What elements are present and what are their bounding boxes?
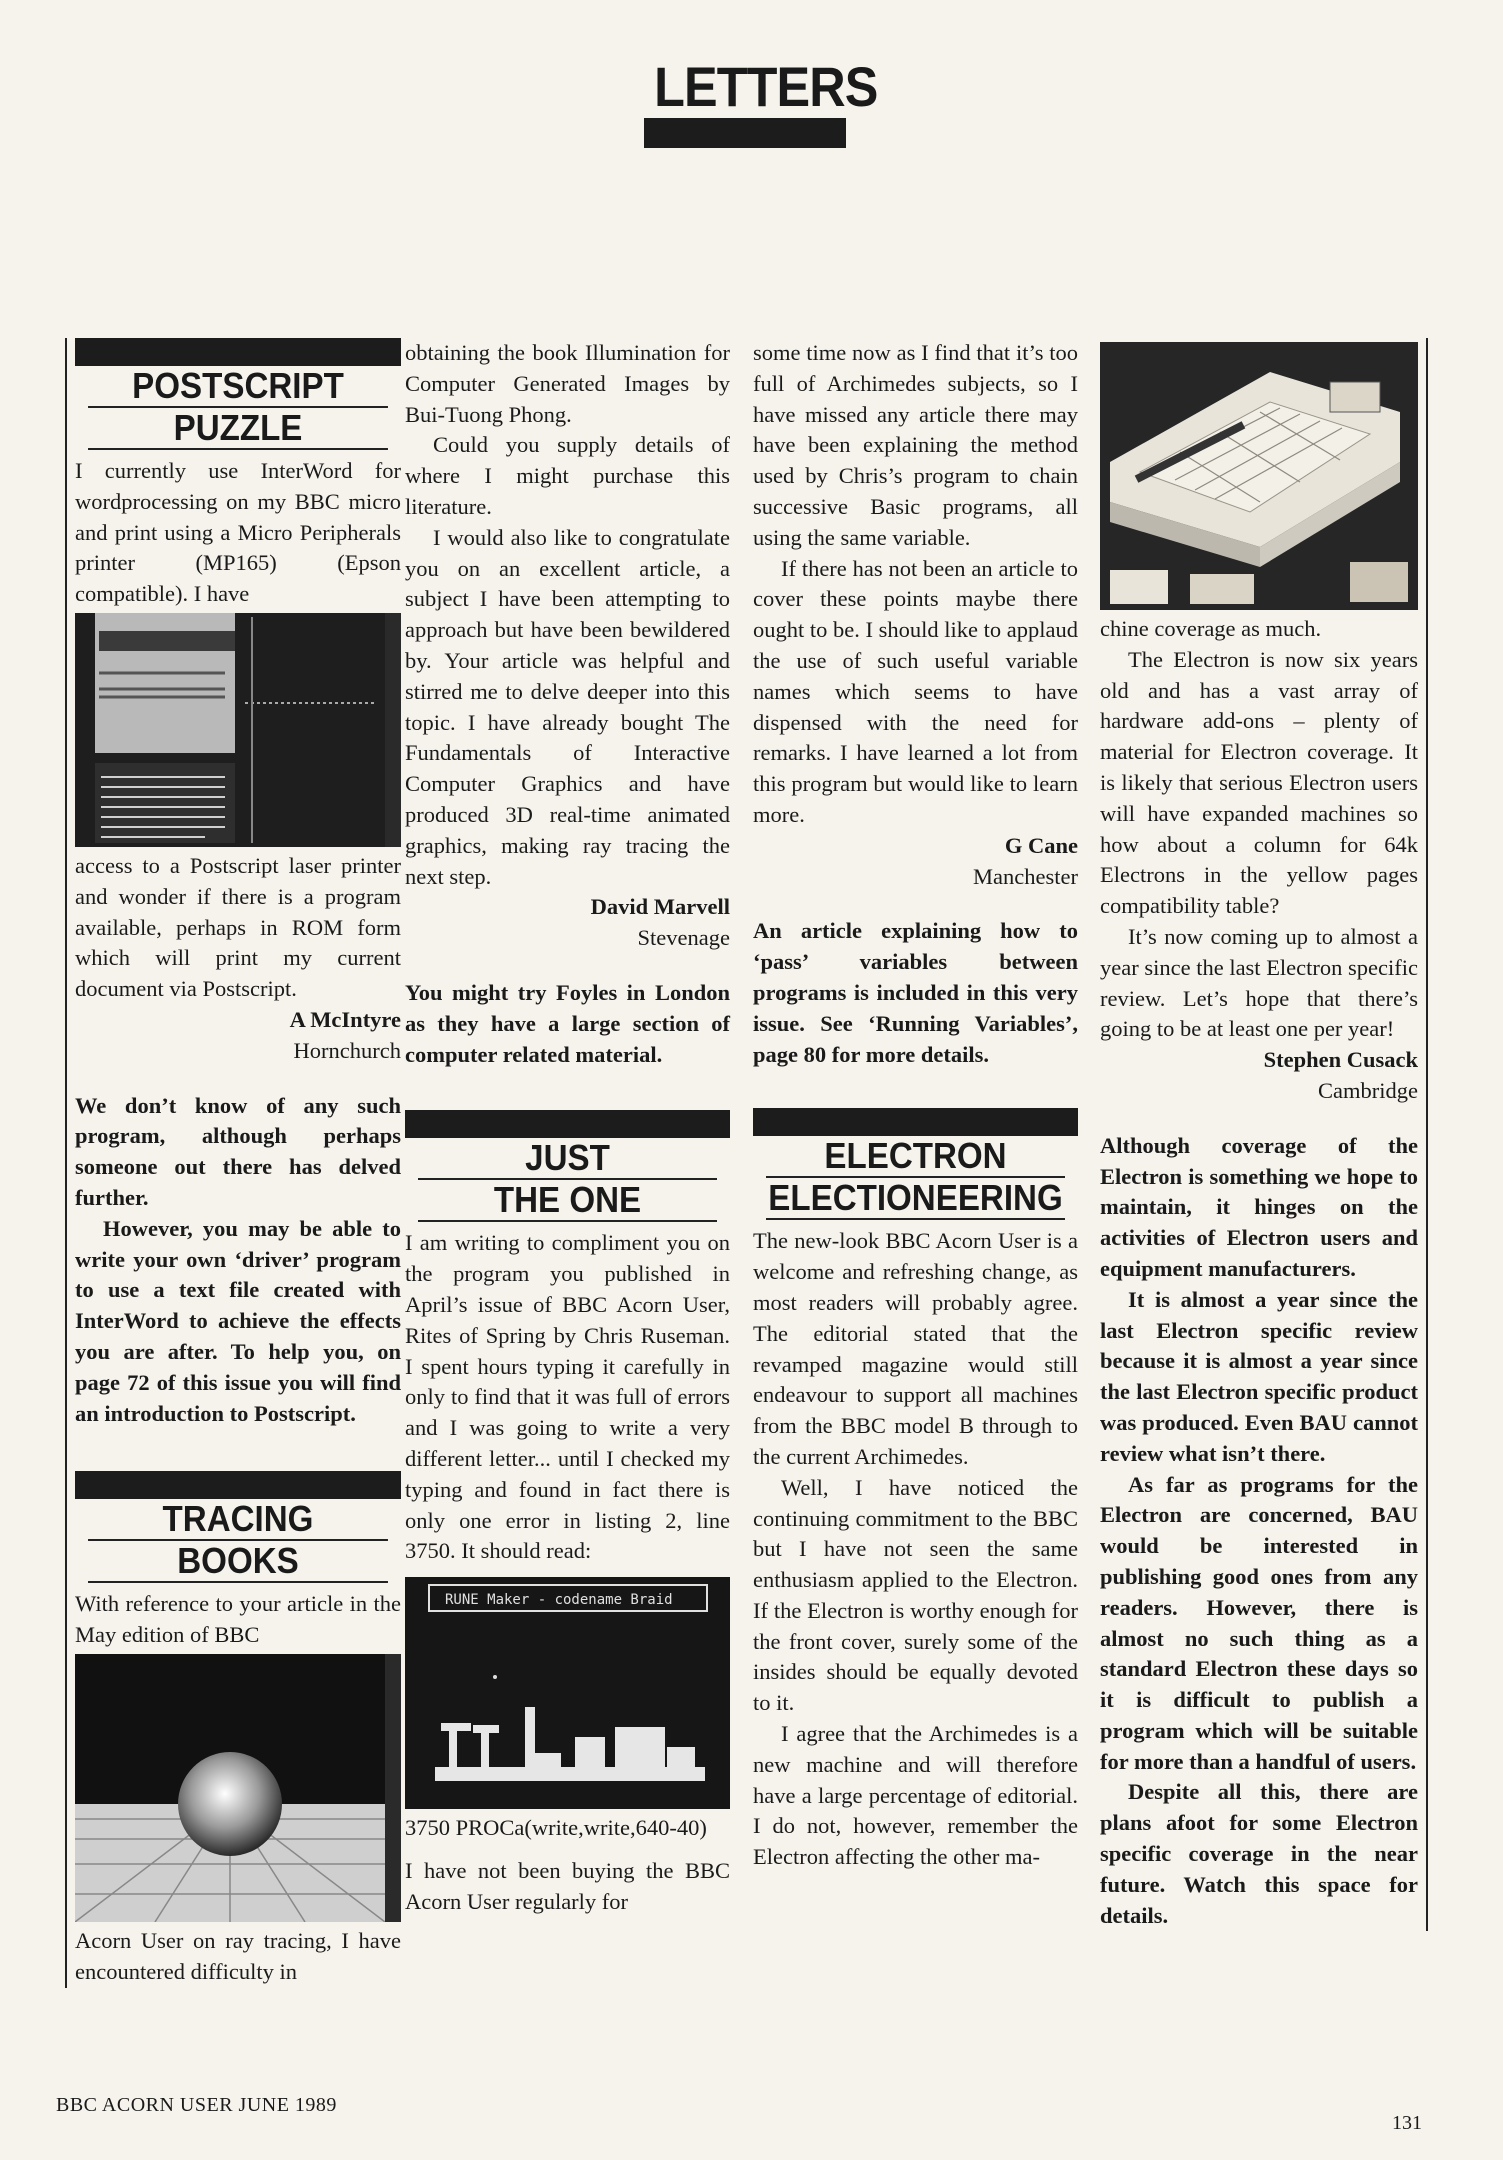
- editor-reply: An article explaining how to ‘pass’ variables between programs is included in this very issue. See ‘Running Variables’, page 80 for more details.: [753, 918, 1078, 1067]
- heading-electron-electioneering: [753, 1108, 1078, 1220]
- heading-line: POSTSCRIPT: [88, 366, 388, 408]
- heading-bar: [75, 338, 401, 366]
- signature-place: Hornchurch: [293, 1037, 401, 1063]
- column-1: [65, 338, 401, 1988]
- column-2: [405, 338, 730, 1917]
- heading-line: THE ONE: [418, 1180, 717, 1222]
- editor-reply: It is almost a year since the last Electron specific review because it is almost a year since the last Electron specific product was produced. Even BAU cannot review what isn’t there.: [1100, 1286, 1418, 1466]
- letter-paragraph: Well, I have noticed the continuing commitment to the BBC but I have not seen the same enthusiasm applied to the Electron. If the Electron is worthy enough for the front cover, surely some of the insides should be equally devoted to it.: [753, 1474, 1078, 1716]
- signature-name: David Marvell: [590, 894, 730, 920]
- signature-place: Manchester: [973, 863, 1078, 889]
- letter-paragraph: obtaining the book Illumination for Computer Generated Images by Bui-Tuong Phong.: [405, 340, 730, 427]
- wordprocessor-screenshot: [75, 613, 401, 847]
- game-screenshot: [405, 1577, 730, 1809]
- page-number: 131: [1392, 2112, 1422, 2134]
- letter-paragraph: Could you supply details of where I might purchase this literature.: [405, 432, 730, 519]
- heading-line: ELECTRON: [766, 1136, 1065, 1178]
- letter-paragraph: chine coverage as much.: [1100, 616, 1322, 641]
- section-masthead: [644, 55, 878, 148]
- heading-line: BOOKS: [88, 1541, 388, 1583]
- masthead-bar: [644, 118, 846, 148]
- signature-place: Stevenage: [637, 925, 730, 951]
- signature-name: G Cane: [1004, 832, 1078, 858]
- editor-reply: Although coverage of the Electron is something we hope to maintain, it hinges on the activities of Electron users and equipment manufacturers.: [1100, 1132, 1418, 1281]
- ray-traced-sphere-image: [75, 1654, 401, 1922]
- editor-reply: As far as programs for the Electron are concerned, BAU would be interested in publishing good ones from any readers. However, there is almost no such thing as a standard Electron these days so it is difficult to publish a program which will be suitable for more than a handful of users.: [1100, 1471, 1418, 1774]
- signature-name: A McIntyre: [289, 1006, 401, 1032]
- letter-paragraph: some time now as I find that it’s too full of Archimedes subjects, so I have missed any article there may have been explaining the method used by Chris’s program to chain successive Basic programs, all using the same variable.: [753, 340, 1078, 550]
- letter-paragraph: It’s now coming up to almost a year since the last Electron specific review. Let’s hope that there’s going to be at least one per year!: [1100, 923, 1418, 1042]
- footer-publication: BBC ACORN USER JUNE 1989: [56, 2094, 337, 2116]
- letter-paragraph: The Electron is now six years old and has a vast array of hardware add-ons – plenty of material for Electron coverage. It is likely that serious Electron users will have expanded machines so how about a column for 64k Electrons in the yellow pages compatibility table?: [1100, 646, 1418, 919]
- letter-paragraph: If there has not been an article to cover these points maybe there ought to be. I should like to applaud the use of such useful variable names which seems to have dispensed with the need for remarks. I have learned a lot from this program but would like to learn more.: [753, 555, 1078, 827]
- acorn-electron-computer-photo: [1100, 342, 1418, 610]
- game-screen-title: RUNE Maker - codename Braid: [445, 1592, 673, 1609]
- heading-bar: [405, 1110, 730, 1138]
- editor-reply: We don’t know of any such program, although perhaps someone out there has delved further.: [75, 1092, 401, 1210]
- heading-line: TRACING: [88, 1499, 388, 1541]
- signature-name: Stephen Cusack: [1263, 1047, 1418, 1073]
- heading-bar: [75, 1471, 401, 1499]
- signature: [405, 892, 730, 954]
- column-3: [753, 338, 1078, 1873]
- signature: [75, 1005, 401, 1067]
- heading-tracing-books: [75, 1471, 401, 1583]
- heading-line: PUZZLE: [88, 408, 388, 450]
- heading-bar: [753, 1108, 1078, 1136]
- letter-paragraph: The new-look BBC Acorn User is a welcome and refreshing change, as most readers will probably agree. The editorial stated that the revamped magazine would still endeavour to support all machines from the BBC model B through to the current Archimedes.: [753, 1228, 1078, 1469]
- signature-place: Cambridge: [1318, 1077, 1418, 1103]
- letter-paragraph: I would also like to congratulate you on an excellent article, a subject I have been attempting to approach but have been bewildered by. Your article was helpful and stirred me to delve deeper into this topic. I have already bought The Fundamentals of Interactive Computer Graphics and have produced 3D real-time animated graphics, making ray tracing the next step.: [405, 524, 730, 889]
- letter-paragraph: I currently use InterWord for wordprocessing on my BBC micro and print using a Micro Peripherals printer (MP165) (Epson compatible). I have: [75, 458, 401, 607]
- editor-reply: Despite all this, there are plans afoot for some Electron specific coverage in the near future. Watch this space for details.: [1100, 1779, 1418, 1928]
- heading-just-the-one: [405, 1110, 730, 1222]
- editor-reply: You might try Foyles in London as they have a large section of computer related material.: [405, 979, 730, 1067]
- heading-line: JUST: [418, 1138, 717, 1180]
- letter-paragraph: I am writing to compliment you on the program you published in April’s issue of BBC Acorn User, Rites of Spring by Chris Ruseman. I spent hours typing it carefully in only to find that it was full of errors and I was going to write a very different letter... until I checked my typing and found in fact there is only one error in listing 2, line 3750. It should read:: [405, 1230, 730, 1564]
- heading-postscript-puzzle: [75, 338, 401, 450]
- heading-line: ELECTIONEERING: [766, 1178, 1065, 1220]
- letter-paragraph: With reference to your article in the May edition of BBC: [75, 1591, 401, 1648]
- editor-reply: However, you may be able to write your own ‘driver’ program to use a text file created with InterWord to achieve the effects you are after. To help you, on page 72 of this issue you will find an introduction to Postscript.: [75, 1215, 401, 1426]
- letter-paragraph: I have not been buying the BBC Acorn User regularly for: [405, 1857, 730, 1914]
- letter-paragraph: Acorn User on ray tracing, I have encountered difficulty in: [75, 1927, 401, 1984]
- code-correction: 3750 PROCa(write,write,640-40): [405, 1815, 707, 1841]
- signature: [1100, 1045, 1418, 1107]
- column-4: [1100, 338, 1428, 1931]
- letter-paragraph: I agree that the Archimedes is a new machine and will therefore have a large percentage of editorial. I do not, however, remember the Electron affecting the other ma-: [753, 1721, 1078, 1870]
- letter-paragraph: access to a Postscript laser printer and wonder if there is a program available, perhaps in ROM form which will print my current document via Postscript.: [75, 852, 401, 1002]
- signature: [753, 831, 1078, 893]
- section-title: LETTERS: [654, 55, 878, 118]
